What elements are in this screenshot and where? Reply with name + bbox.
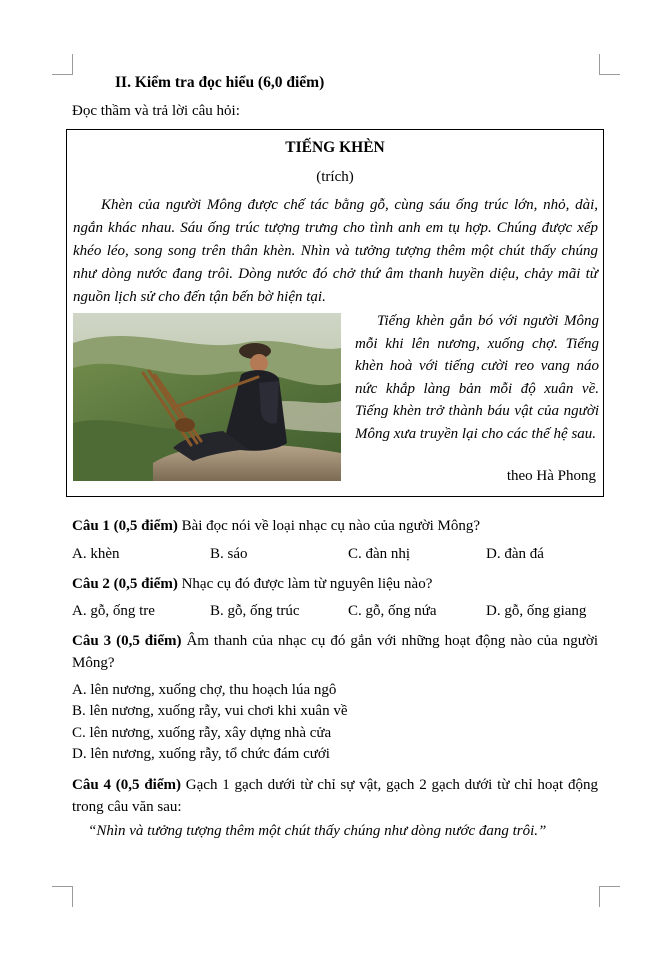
question-2 [72,573,598,595]
question-1-label: Câu 1 (0,5 điểm) [72,518,178,534]
passage-subtitle: (trích) [316,169,354,185]
question-1-option-c[interactable]: C. đàn nhị [348,546,411,562]
question-2-option-b[interactable]: B. gỗ, ống trúc [210,603,300,619]
question-3-option-a[interactable]: A. lên nương, xuống chợ, thu hoạch lúa ngô [72,682,337,698]
question-3-label: Câu 3 (0,5 điểm) [72,633,182,649]
question-1 [72,515,598,537]
question-3-text: Âm thanh của nhạc cụ đó gắn với những hoạt động nào của người Mông? [72,633,599,671]
question-3 [72,630,598,674]
instruction: Đọc thầm và trả lời câu hỏi: [72,103,240,119]
question-2-option-c[interactable]: C. gỗ, ống nứa [348,603,437,619]
question-1-option-d[interactable]: D. đàn đá [486,546,544,562]
passage-title: TIẾNG KHÈN [285,139,385,156]
question-3-option-b[interactable]: B. lên nương, xuống rẫy, vui chơi khi xuân về [72,703,348,719]
question-2-option-d[interactable]: D. gỗ, ống giang [486,603,587,619]
question-3-option-c[interactable]: C. lên nương, xuống rẫy, xây dựng nhà cửa [72,725,332,741]
question-4 [72,774,598,818]
margin-corner-bottom-right [599,886,620,907]
question-2-label: Câu 2 (0,5 điểm) [72,576,178,592]
question-2-option-a[interactable]: A. gỗ, ống tre [72,603,155,619]
question-2-text: Nhạc cụ đó được làm từ nguyên liệu nào? [177,576,433,592]
passage-paragraph-2: Tiếng khèn gắn bó với người Mông mỗi khi lên nương, xuống chợ. Tiếng khèn hoà với tiếng cười reo vang náo nức khắp làng bản mỗi độ xuân về. Tiếng khèn trở thành báu vật của người Mông xưa truyền lại cho các thế hệ sau. [355,313,599,442]
margin-corner-top-left [52,54,73,75]
passage-source: theo Hà Phong [506,468,596,484]
question-3-option-d[interactable]: D. lên nương, xuống rẫy, tổ chức đám cưới [72,746,330,762]
margin-corner-top-right [599,54,620,75]
question-1-text: Bài đọc nói về loại nhạc cụ nào của người Mông? [177,518,481,534]
reading-passage-box [66,129,604,497]
passage-paragraph-1: Khèn của người Mông được chế tác bằng gỗ, cùng sáu ống trúc lớn, nhỏ, dài, ngắn khác nhau. Sáu ống trúc tượng trưng cho tình anh em tụ hợp. Chúng được xếp khéo léo, song song trên thân khèn. Nhìn và tưởng tượng thêm một chút thấy chúng như dòng nước đang trôi. Dòng nước đó chở thứ âm thanh huyền diệu, chảy mãi từ nguồn lịch sử cho đến tận bến bờ hiện tại. [73,197,598,305]
margin-corner-bottom-left [52,886,73,907]
question-1-option-b[interactable]: B. sáo [210,546,248,562]
question-4-quote: “Nhìn và tưởng tượng thêm một chút thấy chúng như dòng nước đang trôi.” [88,823,547,839]
question-4-label: Câu 4 (0,5 điểm) [72,777,181,793]
khen-player-photo [73,313,341,481]
section-title: II. Kiểm tra đọc hiểu (6,0 điểm) [115,74,325,91]
question-4-text: Gạch 1 gạch dưới từ chỉ sự vật, gạch 2 gạch dưới từ chỉ hoạt động trong câu văn sau: [72,777,599,815]
question-1-option-a[interactable]: A. khèn [72,546,120,562]
